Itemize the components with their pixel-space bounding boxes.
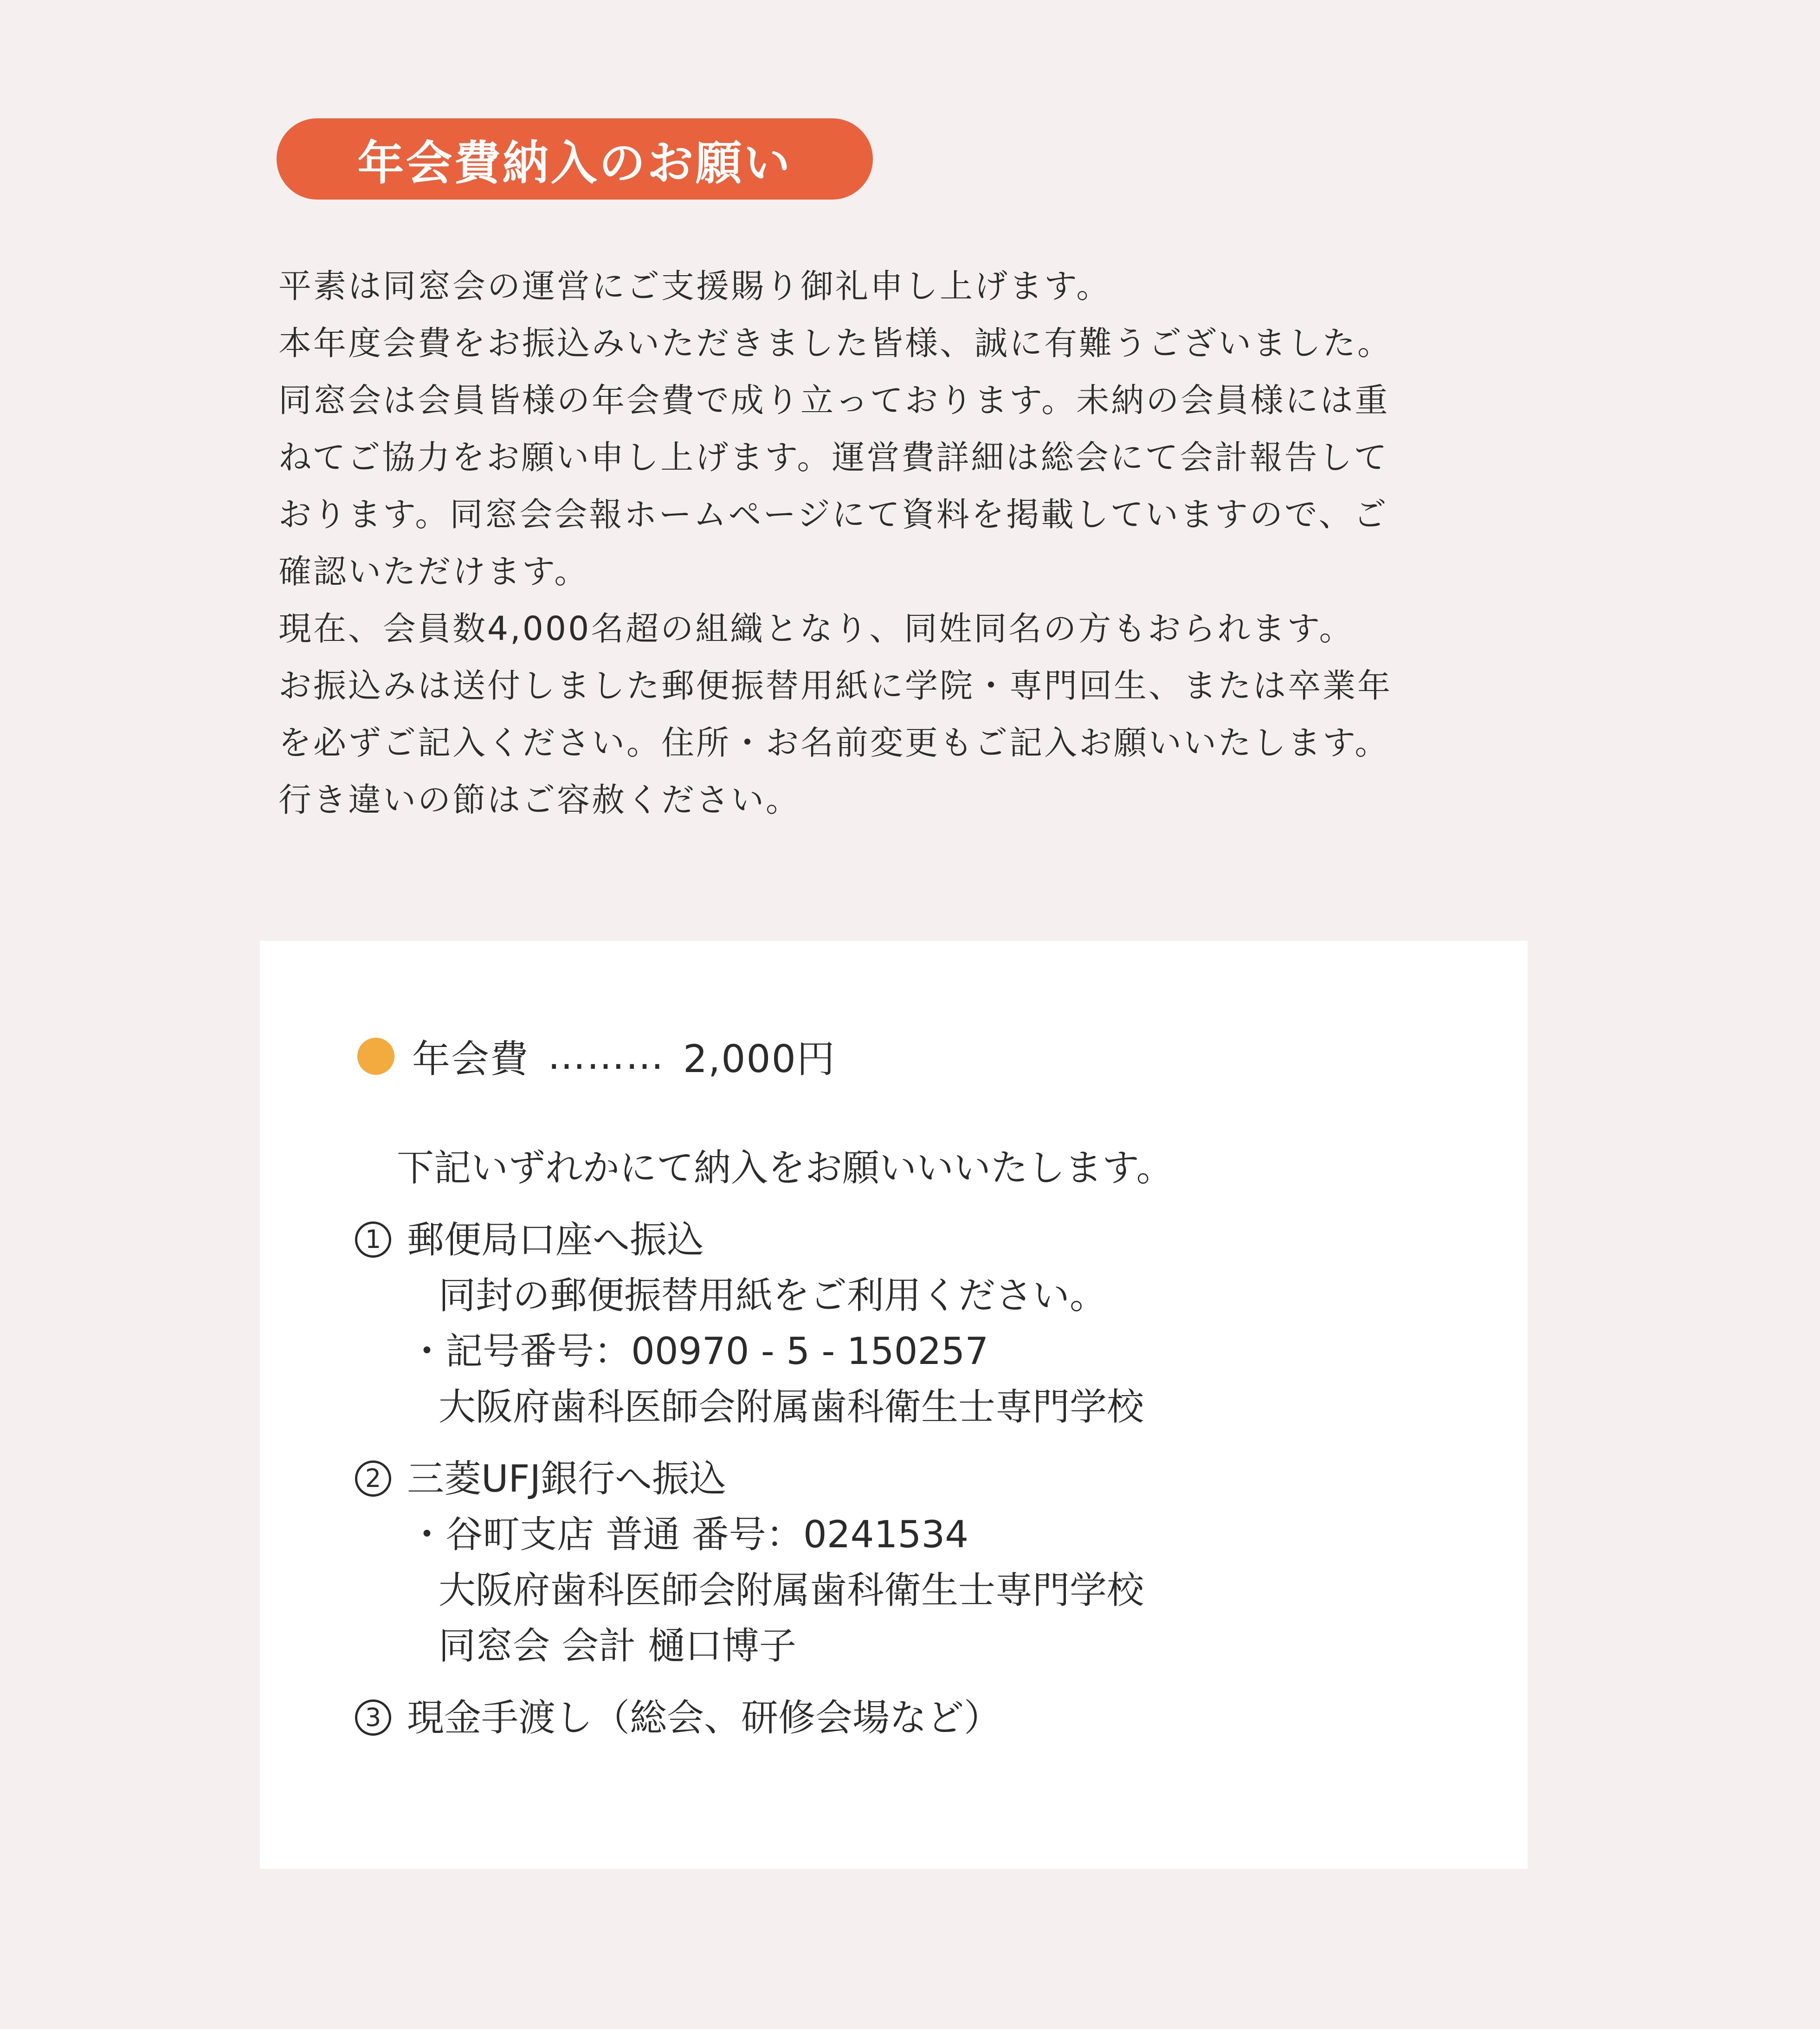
title-banner [277,118,873,200]
circled-number-1: 1 [355,1221,391,1258]
intro-line: 現在、会員数4,000名超の組織となり、同姓同名の方もおられます。 [278,609,1354,648]
intro-line: 同窓会は会員皆様の年会費で成り立っております。未納の会員様には重 [278,381,1390,420]
intro-line: 平素は同窓会の運営にご支援賜り御礼申し上げます。 [278,267,1111,305]
fee-amount: 2,000円 [683,1037,836,1081]
method-3-title: 現金手渡し（総会、研修会場など） [407,1696,1001,1739]
intro-line: 確認いただけます。 [278,552,589,591]
intro-line: ねてご協力をお願い申し上げます。運営費詳細は総会にて会計報告して [278,438,1389,477]
method-1-title-row [355,1217,704,1263]
fee-label: 年会費 [412,1037,529,1081]
intro-line: を必ずご記入ください。住所・お名前変更もご記入お願いいたします。 [278,724,1390,762]
payment-instruction: 下記いずれかにて納入をお願いいいたします。 [397,1146,1174,1189]
intro-paragraph [278,258,1494,828]
method-2-title: 三菱UFJ銀行へ振込 [407,1457,727,1500]
intro-line: おります。同窓会会報ホームページにて資料を掲載していますので、ご [278,495,1388,534]
method-1-title: 郵便局口座へ振込 [407,1218,704,1261]
method-1-account-name: 大阪府歯科医師会附属歯科衛生士専門学校 [439,1385,1144,1428]
method-3-title-row [355,1695,1001,1741]
method-1-account-number: ・記号番号：00970 - 5 - 150257 [408,1330,989,1373]
method-2-account-name: 大阪府歯科医師会附属歯科衛生士専門学校 [439,1569,1144,1612]
method-2-account-holder: 同窓会 会計 樋口博子 [439,1624,796,1667]
page-title: 年会費納入のお願い [357,136,792,190]
fee-leader-dots: ……… [548,1034,665,1078]
circled-number-2: 2 [355,1460,391,1497]
method-2-title-row [355,1456,726,1502]
method-1-note: 同封の郵便振替用紙をご利用ください。 [439,1274,1107,1317]
intro-line: 行き違いの節はご容赦ください。 [278,781,801,819]
bullet-dot-icon [357,1038,394,1075]
payment-info-card [260,941,1528,1869]
method-2-account-number: ・谷町支店 普通 番号：0241534 [408,1513,969,1556]
intro-line: 本年度会費をお振込みいただきました皆様、誠に有難うございました。 [278,324,1393,362]
fee-row [357,1029,836,1083]
intro-line: お振込みは送付しました郵便振替用紙に学院・専門回生、または卒業年 [278,666,1393,705]
circled-number-3: 3 [355,1699,391,1736]
